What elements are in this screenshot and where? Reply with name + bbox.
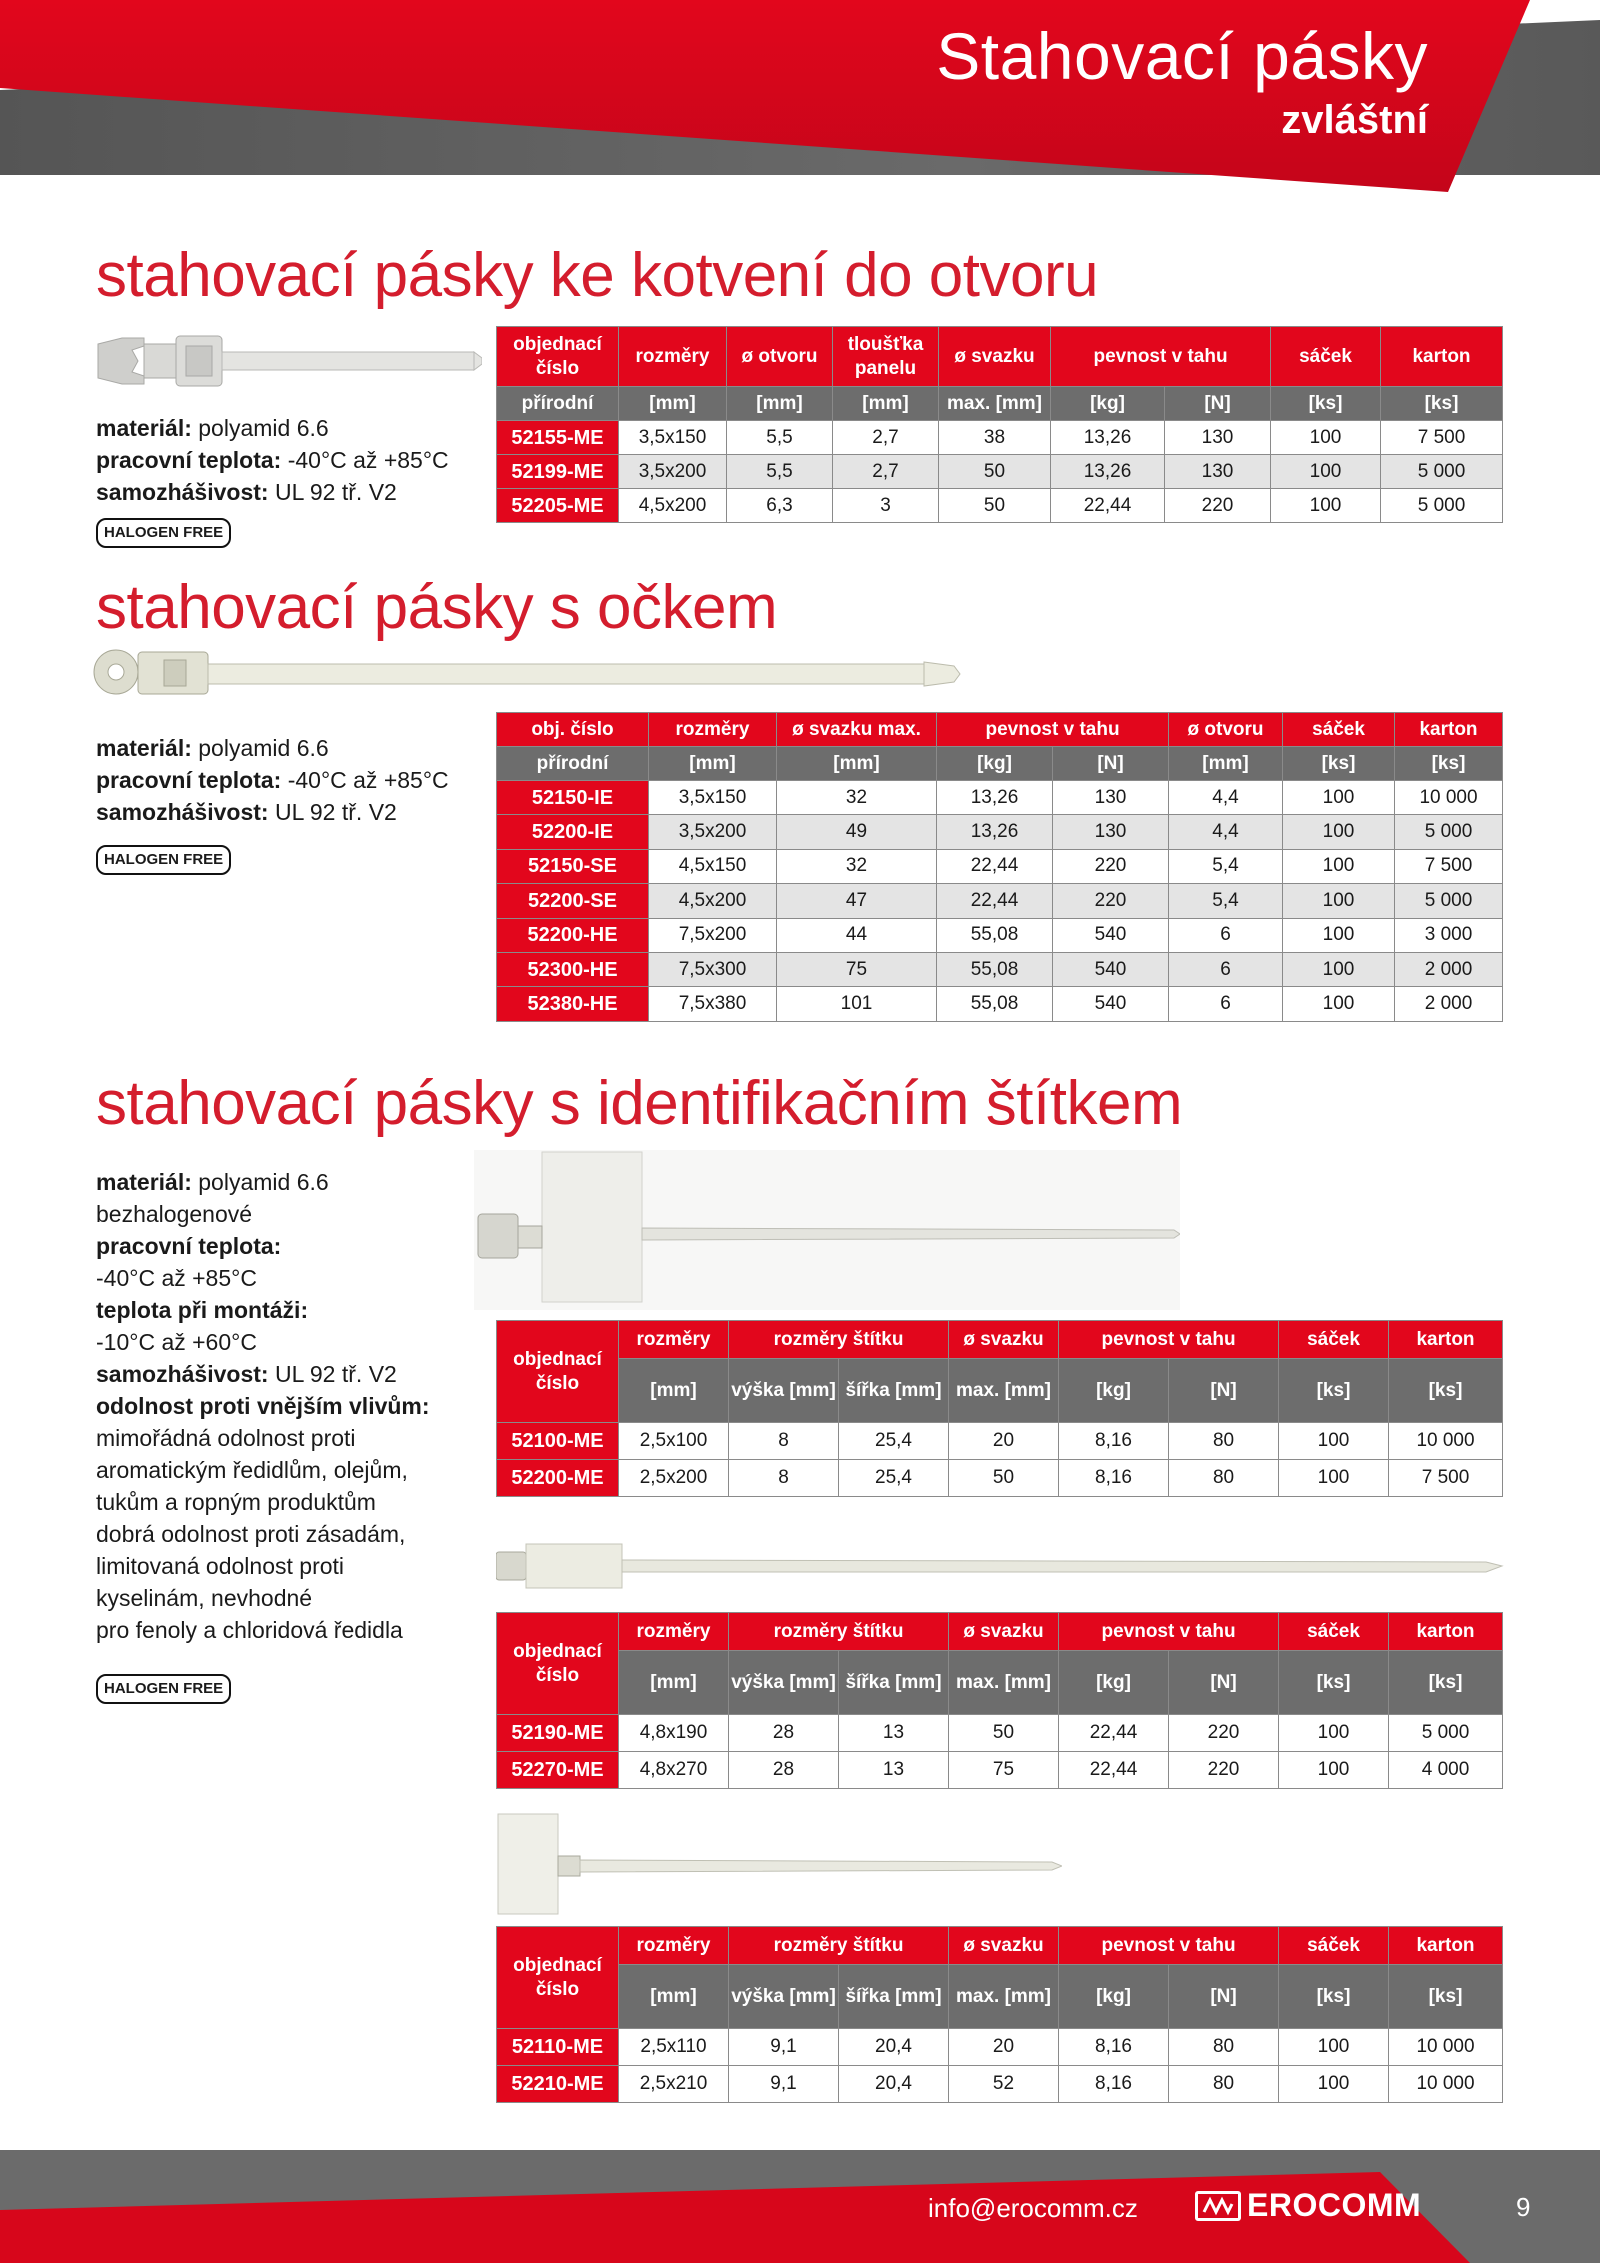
table-row — [497, 952, 1503, 986]
table-cell: 28 — [729, 1715, 839, 1752]
table-cell: 3,5x200 — [619, 455, 727, 489]
table-cell: 13 — [839, 1752, 949, 1789]
table-row — [497, 884, 1503, 918]
table-cell: 5 000 — [1389, 1715, 1503, 1752]
table-cell: 4,8x190 — [619, 1715, 729, 1752]
spec-line: samozhášivost: UL 92 tř. V2 — [96, 479, 397, 505]
page-subtitle: zvláštní — [1281, 98, 1428, 142]
unit-header: [mm] — [833, 387, 939, 421]
table-cell: 22,44 — [937, 849, 1053, 883]
table-cell: 220 — [1165, 489, 1271, 523]
table-cell: 44 — [777, 918, 937, 952]
table-cell: 100 — [1283, 781, 1395, 815]
table-cell: 7,5x300 — [649, 952, 777, 986]
table-row — [497, 2029, 1503, 2066]
col-header: karton — [1389, 1613, 1503, 1651]
table-cell: 4 000 — [1389, 1752, 1503, 1789]
unit-header: šířka [mm] — [839, 1965, 949, 2029]
product-code: 52205-ME — [497, 489, 619, 523]
table-cell: 13,26 — [937, 781, 1053, 815]
table-cell: 220 — [1053, 884, 1169, 918]
brand-logo — [1195, 2187, 1421, 2224]
unit-header: [mm] — [727, 387, 833, 421]
spec-line: materiál: polyamid 6.6 — [96, 415, 329, 441]
col-header: ø svazku — [949, 1927, 1059, 1965]
unit-header: [ks] — [1279, 1359, 1389, 1423]
table-cell: 540 — [1053, 987, 1169, 1021]
col-header: karton — [1381, 327, 1503, 387]
col-header: obj. číslo — [497, 713, 649, 747]
table-cell: 100 — [1279, 2029, 1389, 2066]
section-title-anchor-ties: stahovací pásky ke kotvení do otvoru — [96, 241, 1099, 310]
col-header: sáček — [1279, 1613, 1389, 1651]
table-cell: 75 — [777, 952, 937, 986]
spec-line: odolnost proti vnějším vlivům: — [96, 1393, 430, 1419]
col-header: rozměry štítku — [729, 1927, 949, 1965]
table-cell: 100 — [1279, 1460, 1389, 1497]
product-code: 52200-IE — [497, 815, 649, 849]
col-header: rozměry — [619, 1927, 729, 1965]
table-cell: 5 000 — [1395, 884, 1503, 918]
table-cell: 5,4 — [1169, 849, 1283, 883]
table-cell: 32 — [777, 849, 937, 883]
table-cell: 80 — [1169, 1460, 1279, 1497]
table-cell: 130 — [1053, 815, 1169, 849]
table-cell: 100 — [1271, 489, 1381, 523]
table-cell: 25,4 — [839, 1423, 949, 1460]
spec-line: limitovaná odolnost proti — [96, 1553, 345, 1579]
table-cell: 7,5x200 — [649, 918, 777, 952]
col-header: objednací číslo — [497, 1927, 619, 2029]
col-header: sáček — [1279, 1927, 1389, 1965]
table-row — [497, 918, 1503, 952]
table-cell: 80 — [1169, 1423, 1279, 1460]
unit-header: [ks] — [1389, 1359, 1503, 1423]
table-row — [497, 849, 1503, 883]
col-header: ø svazku — [939, 327, 1051, 387]
unit-header: [ks] — [1395, 747, 1503, 781]
table-cell: 20,4 — [839, 2066, 949, 2103]
unit-header: přírodní — [497, 387, 619, 421]
table-cell: 100 — [1283, 849, 1395, 883]
section-title-eyelet-ties: stahovací pásky s očkem — [96, 573, 778, 642]
product-code: 52210-ME — [497, 2066, 619, 2103]
col-header: ø svazku — [949, 1321, 1059, 1359]
unit-header: [ks] — [1279, 1651, 1389, 1715]
spec-line: teplota při montáži: — [96, 1297, 309, 1323]
unit-header: [mm] — [1169, 747, 1283, 781]
table-cell: 2,5x200 — [619, 1460, 729, 1497]
table-cell: 2,5x100 — [619, 1423, 729, 1460]
spec-line: materiál: polyamid 6.6 — [96, 1169, 329, 1195]
brand-name: EROCOMM — [1247, 2187, 1422, 2223]
table-cell: 2,7 — [833, 421, 939, 455]
product-code: 52300-HE — [497, 952, 649, 986]
product-code: 52110-ME — [497, 2029, 619, 2066]
unit-header: přírodní — [497, 747, 649, 781]
unit-header: [N] — [1169, 1359, 1279, 1423]
col-header: tloušťka panelu — [833, 327, 939, 387]
table-cell: 4,5x150 — [649, 849, 777, 883]
unit-header: [kg] — [1059, 1359, 1169, 1423]
table-cell: 4,5x200 — [619, 489, 727, 523]
product-code: 52270-ME — [497, 1752, 619, 1789]
unit-header: výška [mm] — [729, 1359, 839, 1423]
table-row — [497, 1715, 1503, 1752]
label-ties-table-1 — [496, 1320, 1503, 1497]
unit-header: [N] — [1053, 747, 1169, 781]
product-code: 52150-IE — [497, 781, 649, 815]
col-header: sáček — [1279, 1321, 1389, 1359]
table-cell: 100 — [1283, 952, 1395, 986]
table-row — [497, 1460, 1503, 1497]
table-row — [497, 987, 1503, 1021]
col-header: objednací číslo — [497, 1613, 619, 1715]
logo-mark-icon — [1195, 2191, 1241, 2221]
spec-line: mimořádná odolnost proti — [96, 1425, 356, 1451]
table-cell: 7 500 — [1381, 421, 1503, 455]
table-cell: 130 — [1165, 455, 1271, 489]
col-header: pevnost v tahu — [1051, 327, 1271, 387]
table-cell: 100 — [1279, 1423, 1389, 1460]
spec-line: kyselinám, nevhodné — [96, 1585, 313, 1611]
table-cell: 5 000 — [1395, 815, 1503, 849]
col-header: ø svazku — [949, 1613, 1059, 1651]
unit-header: [mm] — [619, 387, 727, 421]
table-cell: 5 000 — [1381, 455, 1503, 489]
col-header: karton — [1395, 713, 1503, 747]
table-cell: 8,16 — [1059, 2066, 1169, 2103]
table-cell: 101 — [777, 987, 937, 1021]
table-cell: 10 000 — [1389, 2066, 1503, 2103]
table-cell: 100 — [1279, 2066, 1389, 2103]
table-cell: 20,4 — [839, 2029, 949, 2066]
table-cell: 22,44 — [1059, 1715, 1169, 1752]
label-tie-image-1 — [474, 1150, 1180, 1310]
table-cell: 9,1 — [729, 2029, 839, 2066]
col-header: rozměry — [619, 1613, 729, 1651]
table-cell: 7 500 — [1395, 849, 1503, 883]
table-cell: 13,26 — [1051, 455, 1165, 489]
product-code: 52190-ME — [497, 1715, 619, 1752]
table-cell: 4,8x270 — [619, 1752, 729, 1789]
anchor-ties-table — [496, 326, 1503, 523]
table-row — [497, 2066, 1503, 2103]
table-row — [497, 455, 1503, 489]
unit-header: [ks] — [1271, 387, 1381, 421]
col-header: rozměry štítku — [729, 1613, 949, 1651]
table-cell: 100 — [1283, 884, 1395, 918]
table-cell: 100 — [1271, 455, 1381, 489]
unit-header: [N] — [1165, 387, 1271, 421]
table-row — [497, 421, 1503, 455]
table-cell: 80 — [1169, 2029, 1279, 2066]
table-cell: 4,4 — [1169, 815, 1283, 849]
table-cell: 2 000 — [1395, 952, 1503, 986]
spec-line: samozhášivost: UL 92 tř. V2 — [96, 1361, 397, 1387]
table-cell: 50 — [939, 455, 1051, 489]
unit-header: [mm] — [619, 1965, 729, 2029]
product-code: 52155-ME — [497, 421, 619, 455]
col-header: sáček — [1283, 713, 1395, 747]
spec-line: tukům a ropným produktům — [96, 1489, 376, 1515]
spec-line: -10°C až +60°C — [96, 1329, 257, 1355]
table-cell: 13 — [839, 1715, 949, 1752]
spec-line: dobrá odolnost proti zásadám, — [96, 1521, 406, 1547]
table-cell: 13,26 — [937, 815, 1053, 849]
unit-header: max. [mm] — [939, 387, 1051, 421]
product-code: 52380-HE — [497, 987, 649, 1021]
unit-header: [kg] — [1051, 387, 1165, 421]
table-cell: 100 — [1283, 918, 1395, 952]
table-cell: 38 — [939, 421, 1051, 455]
table-cell: 130 — [1053, 781, 1169, 815]
spec-line: materiál: polyamid 6.6 — [96, 735, 329, 761]
table-cell: 10 000 — [1389, 2029, 1503, 2066]
table-cell: 8,16 — [1059, 2029, 1169, 2066]
table-cell: 220 — [1053, 849, 1169, 883]
table-cell: 3 — [833, 489, 939, 523]
unit-header: [kg] — [937, 747, 1053, 781]
table-cell: 8 — [729, 1423, 839, 1460]
halogen-free-badge: HALOGEN FREE — [96, 1674, 231, 1704]
table-cell: 20 — [949, 2029, 1059, 2066]
table-cell: 8,16 — [1059, 1423, 1169, 1460]
col-header: rozměry — [649, 713, 777, 747]
table-cell: 9,1 — [729, 2066, 839, 2103]
table-cell: 3 000 — [1395, 918, 1503, 952]
eyelet-ties-table — [496, 712, 1503, 1022]
table-cell: 50 — [949, 1715, 1059, 1752]
unit-header: [ks] — [1283, 747, 1395, 781]
table-cell: 52 — [949, 2066, 1059, 2103]
col-header: objednací číslo — [497, 327, 619, 387]
table-cell: 5 000 — [1381, 489, 1503, 523]
table-cell: 7,5x380 — [649, 987, 777, 1021]
col-header: ø otvoru — [727, 327, 833, 387]
label-tie-image-3 — [496, 1810, 1062, 1920]
col-header: objednací číslo — [497, 1321, 619, 1423]
table-cell: 6 — [1169, 987, 1283, 1021]
unit-header: šířka [mm] — [839, 1651, 949, 1715]
unit-header: [mm] — [649, 747, 777, 781]
col-header: rozměry — [619, 327, 727, 387]
table-cell: 6 — [1169, 952, 1283, 986]
product-code: 52150-SE — [497, 849, 649, 883]
label-tie-image-2 — [496, 1540, 1504, 1592]
table-cell: 4,5x200 — [649, 884, 777, 918]
product-code: 52200-ME — [497, 1460, 619, 1497]
table-cell: 540 — [1053, 952, 1169, 986]
unit-header: max. [mm] — [949, 1359, 1059, 1423]
table-cell: 55,08 — [937, 987, 1053, 1021]
halogen-free-badge: HALOGEN FREE — [96, 518, 231, 548]
product-code: 52100-ME — [497, 1423, 619, 1460]
table-cell: 75 — [949, 1752, 1059, 1789]
table-cell: 7 500 — [1389, 1460, 1503, 1497]
specs-eyelet-ties — [96, 732, 449, 828]
label-ties-table-3 — [496, 1926, 1503, 2103]
section-title-label-ties: stahovací pásky s identifikačním štítkem — [96, 1069, 1183, 1138]
specs-label-ties — [96, 1166, 430, 1646]
spec-line: bezhalogenové — [96, 1201, 253, 1227]
table-cell: 22,44 — [1051, 489, 1165, 523]
table-cell: 6 — [1169, 918, 1283, 952]
unit-header: [N] — [1169, 1965, 1279, 2029]
table-cell: 22,44 — [1059, 1752, 1169, 1789]
spec-line: pro fenoly a chloridová ředidla — [96, 1617, 403, 1643]
unit-header: [mm] — [619, 1651, 729, 1715]
halogen-free-badge: HALOGEN FREE — [96, 845, 231, 875]
spec-line: aromatickým ředidlům, olejům, — [96, 1457, 408, 1483]
table-cell: 22,44 — [937, 884, 1053, 918]
table-cell: 100 — [1283, 815, 1395, 849]
table-cell: 8,16 — [1059, 1460, 1169, 1497]
col-header: pevnost v tahu — [1059, 1321, 1279, 1359]
col-header: pevnost v tahu — [937, 713, 1169, 747]
unit-header: [ks] — [1279, 1965, 1389, 2029]
unit-header: [ks] — [1389, 1965, 1503, 2029]
col-header: rozměry štítku — [729, 1321, 949, 1359]
table-row — [497, 781, 1503, 815]
unit-header: max. [mm] — [949, 1651, 1059, 1715]
eyelet-tie-image — [92, 642, 962, 702]
spec-line: -40°C až +85°C — [96, 1265, 257, 1291]
table-cell: 20 — [949, 1423, 1059, 1460]
product-code: 52200-SE — [497, 884, 649, 918]
table-cell: 3,5x150 — [649, 781, 777, 815]
table-cell: 220 — [1169, 1715, 1279, 1752]
table-cell: 10 000 — [1395, 781, 1503, 815]
page-title: Stahovací pásky — [936, 19, 1428, 93]
table-row — [497, 1423, 1503, 1460]
unit-header: [kg] — [1059, 1651, 1169, 1715]
table-row — [497, 489, 1503, 523]
unit-header: [ks] — [1389, 1651, 1503, 1715]
unit-header: výška [mm] — [729, 1965, 839, 2029]
unit-header: [kg] — [1059, 1965, 1169, 2029]
table-cell: 50 — [939, 489, 1051, 523]
table-cell: 540 — [1053, 918, 1169, 952]
table-cell: 50 — [949, 1460, 1059, 1497]
unit-header: [ks] — [1381, 387, 1503, 421]
table-cell: 4,4 — [1169, 781, 1283, 815]
table-row — [497, 1752, 1503, 1789]
label-ties-table-2 — [496, 1612, 1503, 1789]
unit-header: max. [mm] — [949, 1965, 1059, 2029]
col-header: ø svazku max. — [777, 713, 937, 747]
spec-line: pracovní teplota: -40°C až +85°C — [96, 767, 449, 793]
table-cell: 3,5x150 — [619, 421, 727, 455]
table-cell: 80 — [1169, 2066, 1279, 2103]
table-cell: 130 — [1165, 421, 1271, 455]
table-cell: 5,5 — [727, 421, 833, 455]
unit-header: [mm] — [777, 747, 937, 781]
spec-line: samozhášivost: UL 92 tř. V2 — [96, 799, 397, 825]
table-cell: 32 — [777, 781, 937, 815]
table-cell: 49 — [777, 815, 937, 849]
table-cell: 100 — [1279, 1752, 1389, 1789]
table-cell: 100 — [1279, 1715, 1389, 1752]
unit-header: [mm] — [619, 1359, 729, 1423]
col-header: ø otvoru — [1169, 713, 1283, 747]
product-code: 52199-ME — [497, 455, 619, 489]
anchor-tie-image — [96, 330, 482, 392]
table-cell: 10 000 — [1389, 1423, 1503, 1460]
table-cell: 2,5x110 — [619, 2029, 729, 2066]
table-cell: 220 — [1169, 1752, 1279, 1789]
col-header: pevnost v tahu — [1059, 1927, 1279, 1965]
table-cell: 25,4 — [839, 1460, 949, 1497]
table-cell: 28 — [729, 1752, 839, 1789]
footer-email-link[interactable]: info@erocomm.cz — [928, 2193, 1138, 2223]
table-cell: 2 000 — [1395, 987, 1503, 1021]
table-cell: 55,08 — [937, 918, 1053, 952]
col-header: karton — [1389, 1927, 1503, 1965]
col-header: sáček — [1271, 327, 1381, 387]
unit-header: [N] — [1169, 1651, 1279, 1715]
table-cell: 3,5x200 — [649, 815, 777, 849]
table-cell: 13,26 — [1051, 421, 1165, 455]
table-cell: 100 — [1271, 421, 1381, 455]
table-cell: 2,5x210 — [619, 2066, 729, 2103]
col-header: pevnost v tahu — [1059, 1613, 1279, 1651]
table-cell: 100 — [1283, 987, 1395, 1021]
table-cell: 47 — [777, 884, 937, 918]
page-number: 9 — [1516, 2192, 1531, 2222]
table-cell: 6,3 — [727, 489, 833, 523]
col-header: karton — [1389, 1321, 1503, 1359]
product-code: 52200-HE — [497, 918, 649, 952]
table-cell: 55,08 — [937, 952, 1053, 986]
unit-header: šířka [mm] — [839, 1359, 949, 1423]
spec-line: pracovní teplota: -40°C až +85°C — [96, 447, 449, 473]
table-cell: 2,7 — [833, 455, 939, 489]
unit-header: výška [mm] — [729, 1651, 839, 1715]
table-cell: 5,4 — [1169, 884, 1283, 918]
table-cell: 5,5 — [727, 455, 833, 489]
col-header: rozměry — [619, 1321, 729, 1359]
spec-line: pracovní teplota: — [96, 1233, 282, 1259]
table-row — [497, 815, 1503, 849]
table-cell: 8 — [729, 1460, 839, 1497]
specs-anchor-ties — [96, 412, 449, 508]
